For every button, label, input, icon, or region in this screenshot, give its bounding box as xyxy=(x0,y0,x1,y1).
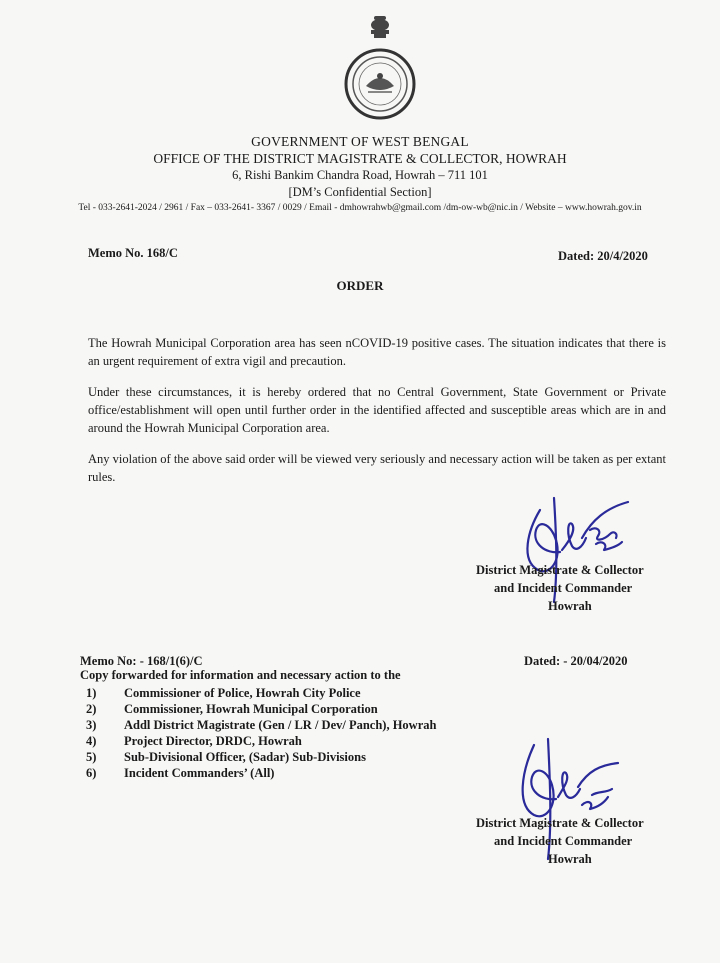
signatory-title: District Magistrate & Collector xyxy=(476,563,644,577)
recipient-list xyxy=(80,685,436,781)
signatory-role: and Incident Commander xyxy=(494,581,633,595)
order-paragraph: The Howrah Municipal Corporation area has seen nCOVID-19 positive cases. The situation indicates that there is an urgent requirement of extra vigil and precaution. xyxy=(88,336,666,368)
list-item-number: 4) xyxy=(86,734,97,748)
list-item xyxy=(80,749,436,765)
list-item-number: 2) xyxy=(86,702,97,716)
order-title: ORDER xyxy=(336,278,384,293)
memo-number: Memo No: - 168/1(6)/C xyxy=(80,654,203,668)
letterhead xyxy=(0,133,720,215)
list-item xyxy=(80,733,436,749)
letterhead-section: [DM’s Confidential Section] xyxy=(288,185,432,199)
copy-forwarded-line: Copy forwarded for information and necessary action to the xyxy=(80,668,401,682)
letterhead-government: GOVERNMENT OF WEST BENGAL xyxy=(251,134,469,149)
order-paragraph: Under these circumstances, it is hereby ordered that no Central Government, State Government or Private office/establishment will open until further order in the identified affected and susceptible areas which are in and around the Howrah Municipal Corporation area. xyxy=(88,385,666,435)
signatory-role: and Incident Commander xyxy=(494,834,633,848)
list-item-text: Incident Commanders’ (All) xyxy=(124,766,275,780)
memo-date: Dated: 20/4/2020 xyxy=(558,249,648,263)
list-item-text: Project Director, DRDC, Howrah xyxy=(124,734,302,748)
signatory-location: Howrah xyxy=(548,599,592,613)
list-item xyxy=(80,701,436,717)
list-item-number: 3) xyxy=(86,718,97,732)
order-paragraph: Any violation of the above said order will be viewed very seriously and necessary action will be taken as per extant rules. xyxy=(88,452,666,484)
list-item-number: 1) xyxy=(86,686,97,700)
list-item-number: 6) xyxy=(86,766,97,780)
emblem-icon xyxy=(338,14,422,124)
list-item-text: Addl District Magistrate (Gen / LR / Dev/ Panch), Howrah xyxy=(124,718,437,732)
list-item xyxy=(80,685,436,701)
list-item-text: Commissioner, Howrah Municipal Corporation xyxy=(124,702,378,716)
list-item-text: Commissioner of Police, Howrah City Police xyxy=(124,686,361,700)
list-item-number: 5) xyxy=(86,750,97,764)
letterhead-address: 6, Rishi Bankim Chandra Road, Howrah – 711 101 xyxy=(232,168,488,182)
signatory-location: Howrah xyxy=(548,852,592,866)
list-item xyxy=(80,765,436,781)
memo-date: Dated: - 20/04/2020 xyxy=(524,654,628,668)
memo-number: Memo No. 168/C xyxy=(88,246,178,260)
list-item xyxy=(80,717,436,733)
signature-block xyxy=(476,814,676,868)
letterhead-contact: Tel - 033-2641-2024 / 2961 / Fax – 033-2641- 3367 / 0029 / Email - dmhowrahwb@gmail.com /dm-ow-wb@nic.in / Website – www.howrah.gov.in xyxy=(78,203,642,213)
signature-block xyxy=(476,561,676,615)
list-item-text: Sub-Divisional Officer, (Sadar) Sub-Divisions xyxy=(124,750,366,764)
signatory-title: District Magistrate & Collector xyxy=(476,816,644,830)
letterhead-office: OFFICE OF THE DISTRICT MAGISTRATE & COLLECTOR, HOWRAH xyxy=(153,151,567,166)
